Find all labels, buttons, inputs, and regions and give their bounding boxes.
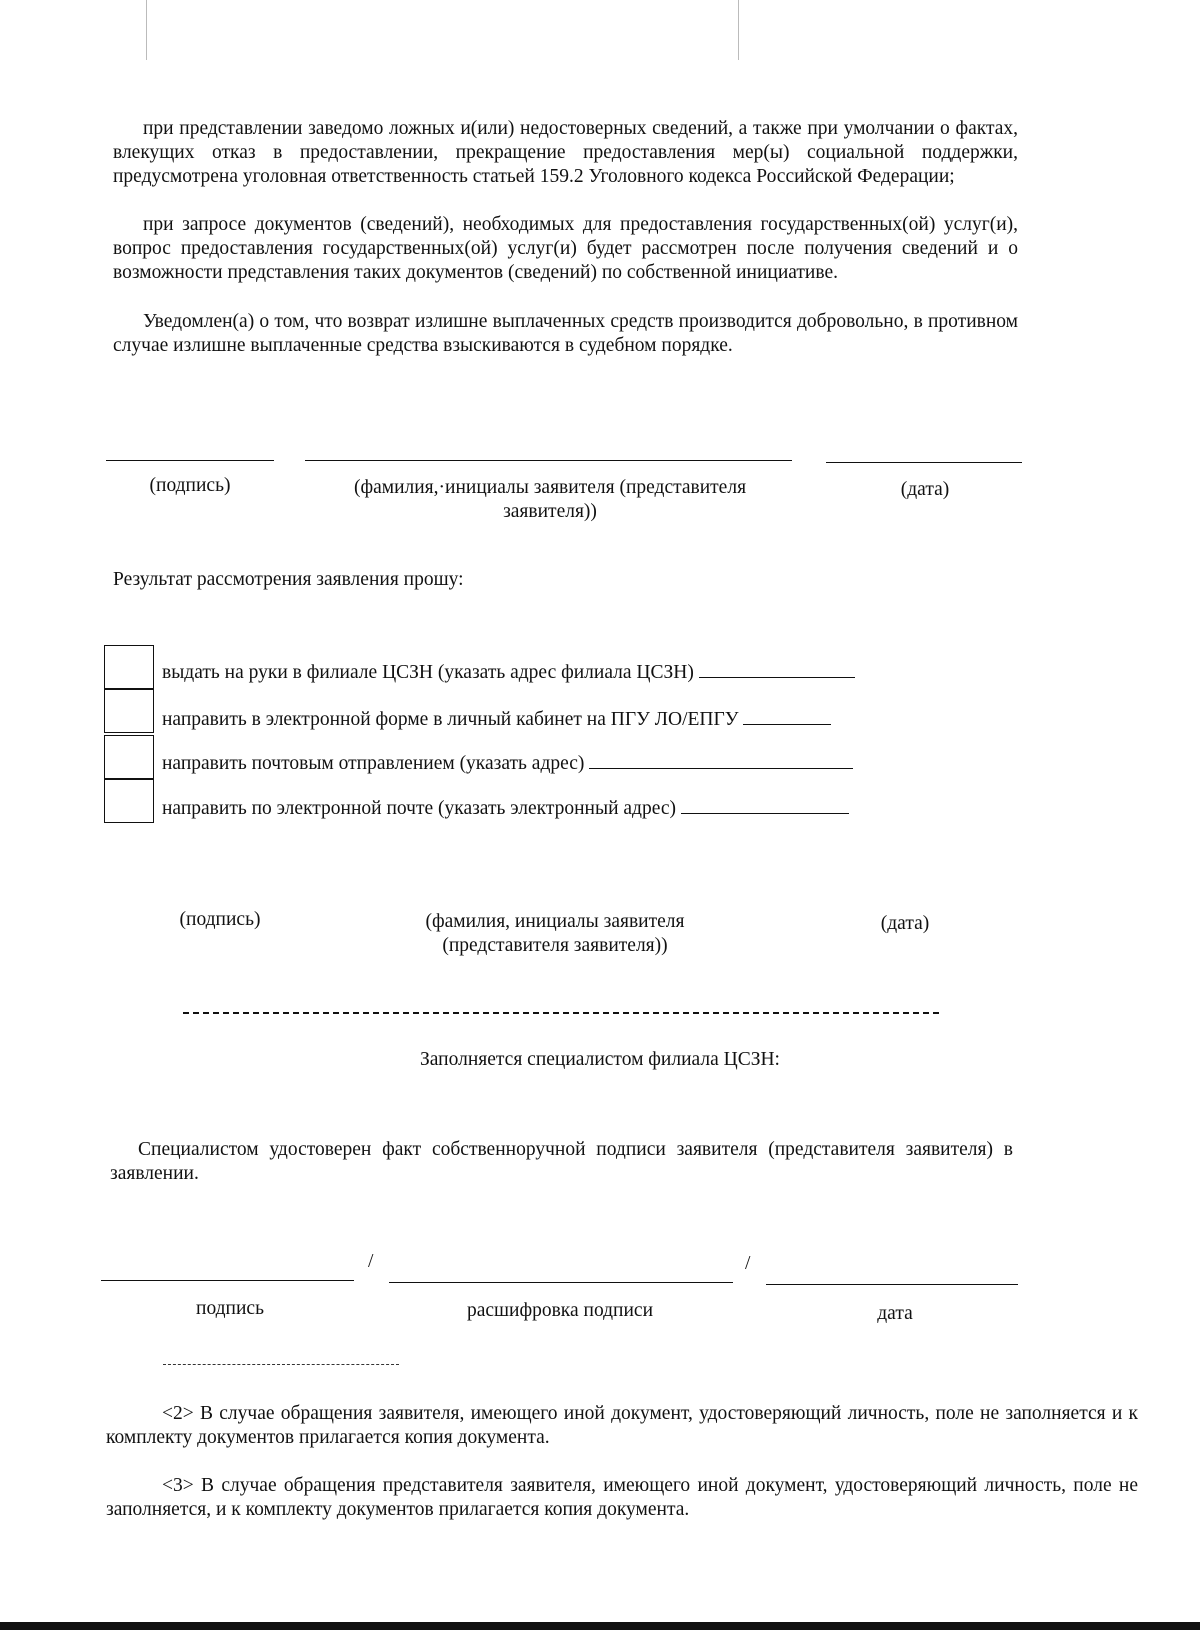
scan-bottom-edge <box>0 1622 1200 1630</box>
signature-line <box>106 460 274 461</box>
specialist-signature-caption: подпись <box>196 1298 264 1319</box>
specialist-date-caption: дата <box>877 1303 913 1324</box>
specialist-signature-line <box>101 1280 354 1281</box>
option-checkbox[interactable] <box>104 689 154 733</box>
option-label: направить почтовым отправлением (указать адрес) <box>162 750 853 776</box>
separator-slash: / <box>368 1251 374 1272</box>
footnote-3: <3> В случае обращения представителя заявителя, имеющего иной документ, удостоверяющий личность, поле не заполняется, и к комплекту документов прилагается копия документа. <box>106 1475 1138 1520</box>
date-caption: (дата) <box>900 479 950 500</box>
warning-paragraph-1: при представлении заведомо ложных и(или) недостоверных сведений, а также при умолчании о фактах, влекущих отказ в предоставлении, прекращение предоставления мер(ы) социальной поддержки, предусмотрена уголовная ответственность статьей 159.2 Уголовного кодекса Российской Федерации; <box>113 118 1018 187</box>
signature-caption: (подпись) <box>179 909 261 930</box>
specialist-statement: Специалистом удостоверен факт собственноручной подписи заявителя (представителя заявителя) в заявлении. <box>110 1139 1013 1184</box>
option-label: выдать на руки в филиале ЦСЗН (указать адрес филиала ЦСЗН) <box>162 659 855 685</box>
footnote-2: <2> В случае обращения заявителя, имеющего иной документ, удостоверяющий личность, поле не заполняется и к комплекту документов прилагается копия документа. <box>106 1403 1138 1448</box>
option-checkbox[interactable] <box>104 735 154 779</box>
date-line <box>826 462 1022 463</box>
cut-line <box>183 1012 939 1014</box>
specialist-date-line <box>766 1284 1018 1285</box>
date-caption: (дата) <box>880 913 930 934</box>
option-checkbox[interactable] <box>104 779 154 823</box>
notice-paragraph: Уведомлен(а) о том, что возврат излишне выплаченных средств производится добровольно, в противном случае излишне выплаченные средства взыскиваются в судебном порядке. <box>113 311 1018 356</box>
scan-artifact-line <box>738 0 739 60</box>
specialist-decoding-caption: расшифровка подписи <box>466 1300 654 1321</box>
name-line <box>305 460 792 461</box>
warning-paragraph-2: при запросе документов (сведений), необходимых для предоставления государственных(ой) услуг(и), вопрос предоставления государственных(ой) услуг(и) будет рассмотрен после получения сведений и о возможности представления таких документов (сведений) по собственной инициативе. <box>113 214 1018 283</box>
name-caption: (фамилия, инициалы заявителя (представителя заявителя)) <box>425 911 685 956</box>
cabinet-blank[interactable] <box>743 706 831 725</box>
scan-artifact-line <box>146 0 147 60</box>
result-heading: Результат рассмотрения заявления прошу: <box>113 569 464 590</box>
address-blank[interactable] <box>699 659 855 678</box>
option-label: направить по электронной почте (указать электронный адрес) <box>162 795 849 821</box>
specialist-heading: Заполняется специалистом филиала ЦСЗН: <box>420 1049 780 1070</box>
footnote-separator <box>163 1364 399 1365</box>
postal-address-blank[interactable] <box>589 750 853 769</box>
signature-caption: (подпись) <box>149 475 231 496</box>
email-blank[interactable] <box>681 795 849 814</box>
option-checkbox[interactable] <box>104 645 154 689</box>
option-label: направить в электронной форме в личный кабинет на ПГУ ЛО/ЕПГУ <box>162 706 831 732</box>
specialist-decoding-line <box>389 1282 733 1283</box>
separator-slash: / <box>745 1253 751 1274</box>
name-caption: (фамилия,·инициалы заявителя (представителя заявителя)) <box>353 477 747 522</box>
